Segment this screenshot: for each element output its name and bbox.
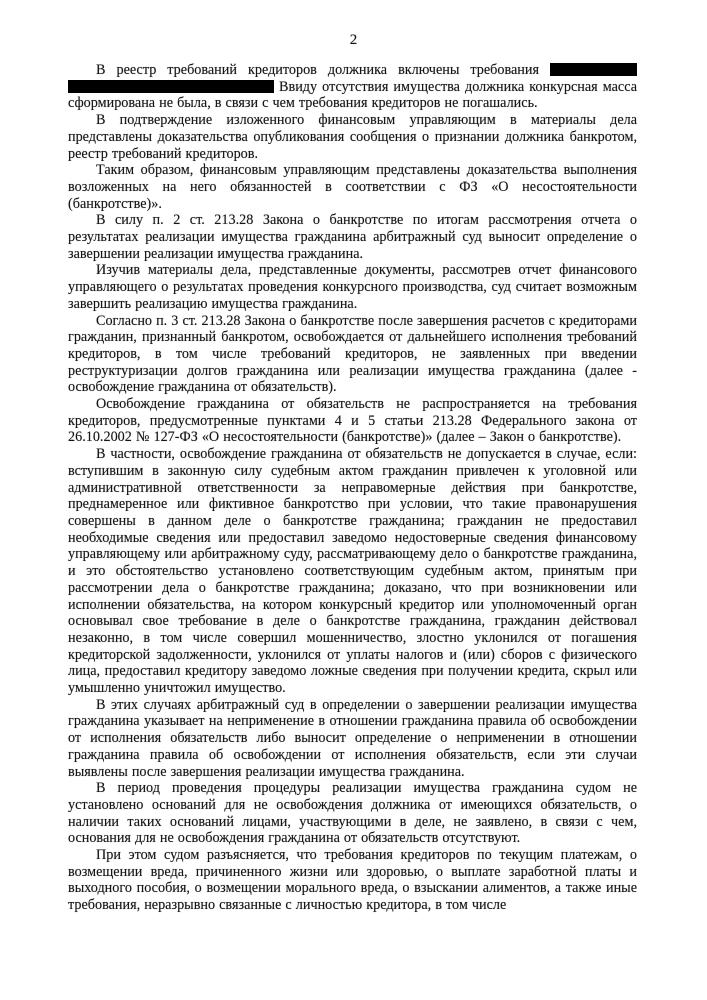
paragraph: В подтверждение изложенного финансовым управляющим в материалы дела представлены доказательства опубликования сообщения о признании должника банкротом, реестр требований кредиторов.: [68, 112, 637, 162]
paragraph: Освобождение гражданина от обязательств не распространяется на требования кредиторов, предусмотренные пунктами 4 и 5 статьи 213.28 Федерального закона от 26.10.2002 № 127-ФЗ «О несостоятельности (банкротстве)» (далее – Закон о банкротстве).: [68, 396, 637, 446]
paragraph: В реестр требований кредиторов должника включены требования Ввиду отсутствия имущества должника конкурсная масса сформирована не была, в связи с чем требования кредиторов не погашались.: [68, 62, 637, 112]
paragraph: В силу п. 2 ст. 213.28 Закона о банкротстве по итогам рассмотрения отчета о результатах реализации имущества гражданина арбитражный суд выносит определение о завершении реализации имущества гражданина.: [68, 212, 637, 262]
paragraph: В этих случаях арбитражный суд в определении о завершении реализации имущества гражданина указывает на неприменение в отношении гражданина правила об освобождении от исполнения обязательств либо выносит определение о неприменении в отношении гражданина правила об освобождении от исполнения обязательств, если эти случаи выявлены после завершения реализации имущества гражданина.: [68, 696, 637, 780]
paragraph: Таким образом, финансовым управляющим представлены доказательства выполнения возложенных на него обязанностей в соответствии с ФЗ «О несостоятельности (банкротстве)».: [68, 162, 637, 212]
page-number: 2: [349, 32, 358, 48]
paragraph: Изучив материалы дела, представленные документы, рассмотрев отчет финансового управляющего о результатах проведения конкурсного производства, суд считает возможным завершить реализацию имущества гражданина.: [68, 262, 637, 312]
paragraph: Согласно п. 3 ст. 213.28 Закона о банкротстве после завершения расчетов с кредиторами гражданин, признанный банкротом, освобождается от дальнейшего исполнения требований кредиторов, в том числе требований кредиторов, не заявленных при введении реструктуризации долгов гражданина или реализации имущества гражданина (далее - освобождение гражданина от обязательств).: [68, 312, 637, 396]
redaction-bar: [550, 63, 637, 76]
document-body: [68, 62, 637, 914]
paragraph: В период проведения процедуры реализации имущества гражданина судом не установлено оснований для не освобождения должника от имеющихся обязательств, о наличии таких оснований лицами, участвующими в деле, не заявлено, в связи с чем, основания для не освобождения гражданина от обязательств отсутствуют.: [68, 780, 637, 847]
paragraph: В частности, освобождение гражданина от обязательств не допускается в случае, если: вступившим в законную силу судебным актом гражданин привлечен к уголовной или административной ответственности за неправомерные действия при банкротстве, преднамеренное или фиктивное банкротство при условии, что такие правонарушения совершены в данном деле о банкротстве гражданина; гражданин не предоставил необходимые сведения или предоставил заведомо недостоверные сведения финансовому управляющему или арбитражному суду, рассматривающему дело о банкротстве гражданина, и это обстоятельство установлено соответствующим судебным актом, принятым при рассмотрении дела о банкротстве гражданина; доказано, что при возникновении или исполнении обязательства, на котором конкурсный кредитор или уполномоченный орган основывал свое требование в деле о банкротстве гражданина, гражданин действовал незаконно, в том числе совершил мошенничество, злостно уклонился от погашения кредиторской задолженности, уклонился от уплаты налогов и (или) сборов с физического лица, предоставил кредитору заведомо ложные сведения при получении кредита, скрыл или умышленно уничтожил имущество.: [68, 446, 637, 697]
redaction-bar: [68, 80, 274, 93]
paragraph: При этом судом разъясняется, что требования кредиторов по текущим платежам, о возмещении вреда, причиненного жизни или здоровью, о выплате заработной платы и выходного пособия, о возмещении морального вреда, о взыскании алиментов, а также иные требования, неразрывно связанные с личностью кредитора, в том числе: [68, 847, 637, 914]
